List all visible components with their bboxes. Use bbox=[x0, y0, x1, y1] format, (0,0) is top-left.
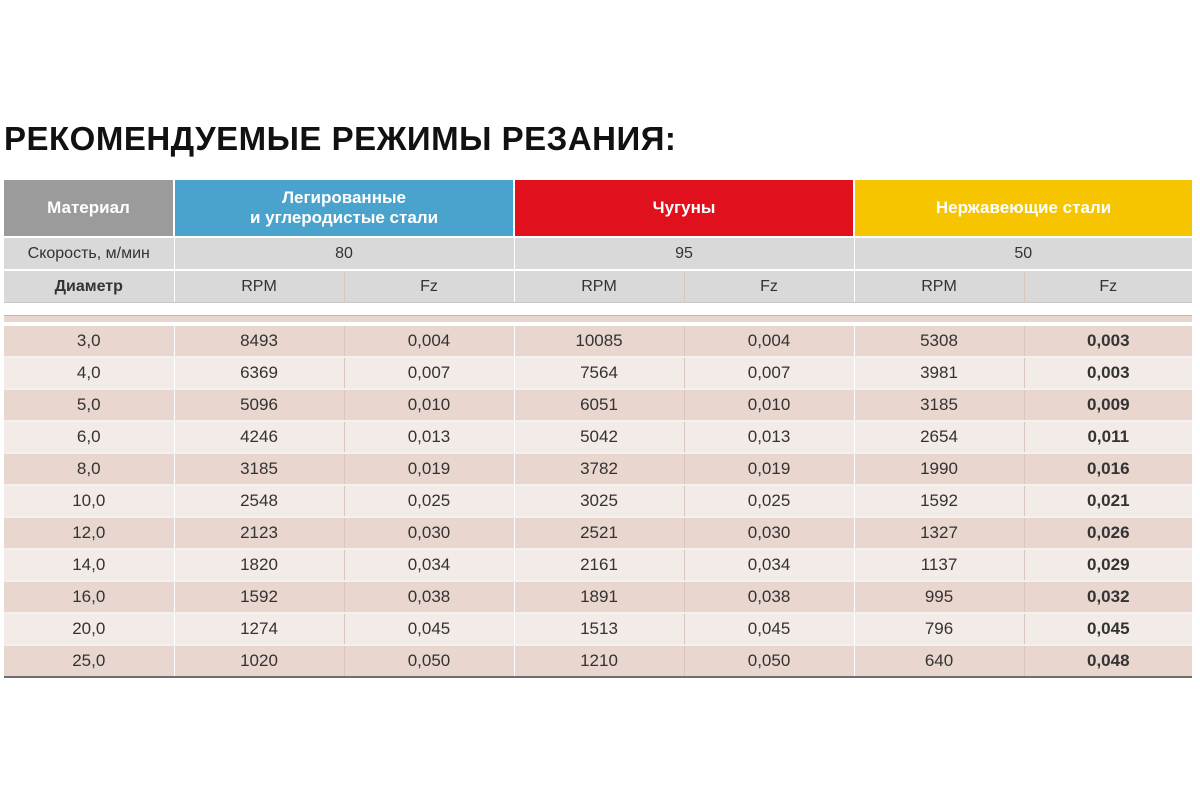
speed-alloy-steel: 80 bbox=[174, 237, 514, 270]
alloy-fz-cell: 0,013 bbox=[344, 421, 514, 453]
diameter-cell: 3,0 bbox=[4, 326, 174, 357]
stainless-rpm-cell: 2654 bbox=[854, 421, 1024, 453]
stainless-fz-cell: 0,045 bbox=[1024, 613, 1192, 645]
speed-row bbox=[4, 237, 1192, 270]
speed-cast-iron: 95 bbox=[514, 237, 854, 270]
alloy-fz-cell: 0,007 bbox=[344, 357, 514, 389]
iron-rpm-cell: 1513 bbox=[514, 613, 684, 645]
stainless-fz-cell: 0,032 bbox=[1024, 581, 1192, 613]
fz-header: Fz bbox=[344, 270, 514, 303]
material-header: Материал bbox=[4, 180, 174, 237]
alloy-fz-cell: 0,045 bbox=[344, 613, 514, 645]
alloy-rpm-cell: 1592 bbox=[174, 581, 344, 613]
table-row bbox=[4, 485, 1192, 517]
stainless-rpm-cell: 3185 bbox=[854, 389, 1024, 421]
diameter-cell: 5,0 bbox=[4, 389, 174, 421]
stainless-fz-cell: 0,011 bbox=[1024, 421, 1192, 453]
alloy-fz-cell: 0,030 bbox=[344, 517, 514, 549]
fz-header: Fz bbox=[684, 270, 854, 303]
iron-fz-cell: 0,007 bbox=[684, 357, 854, 389]
alloy-rpm-cell: 1274 bbox=[174, 613, 344, 645]
stainless-rpm-cell: 796 bbox=[854, 613, 1024, 645]
spacer-cell bbox=[4, 303, 1192, 316]
stainless-steel-header: Нержавеющие стали bbox=[854, 180, 1192, 237]
iron-rpm-cell: 5042 bbox=[514, 421, 684, 453]
alloy-rpm-cell: 1820 bbox=[174, 549, 344, 581]
alloy-steel-header-line1: Легированные bbox=[282, 188, 406, 207]
alloy-fz-cell: 0,034 bbox=[344, 549, 514, 581]
stainless-fz-cell: 0,048 bbox=[1024, 645, 1192, 677]
iron-fz-cell: 0,004 bbox=[684, 326, 854, 357]
table-row bbox=[4, 453, 1192, 485]
alloy-rpm-cell: 1020 bbox=[174, 645, 344, 677]
table-row bbox=[4, 581, 1192, 613]
table-row bbox=[4, 549, 1192, 581]
page-title: РЕКОМЕНДУЕМЫЕ РЕЖИМЫ РЕЗАНИЯ: bbox=[4, 120, 677, 157]
diameter-header: Диаметр bbox=[4, 270, 174, 303]
diameter-cell: 20,0 bbox=[4, 613, 174, 645]
diameter-cell: 8,0 bbox=[4, 453, 174, 485]
iron-fz-cell: 0,013 bbox=[684, 421, 854, 453]
iron-rpm-cell: 2161 bbox=[514, 549, 684, 581]
alloy-fz-cell: 0,025 bbox=[344, 485, 514, 517]
alloy-fz-cell: 0,010 bbox=[344, 389, 514, 421]
diameter-cell: 12,0 bbox=[4, 517, 174, 549]
subheader-row bbox=[4, 270, 1192, 303]
iron-rpm-cell: 1891 bbox=[514, 581, 684, 613]
stainless-fz-cell: 0,009 bbox=[1024, 389, 1192, 421]
alloy-rpm-cell: 4246 bbox=[174, 421, 344, 453]
diameter-cell: 10,0 bbox=[4, 485, 174, 517]
alloy-fz-cell: 0,038 bbox=[344, 581, 514, 613]
alloy-fz-cell: 0,050 bbox=[344, 645, 514, 677]
iron-rpm-cell: 1210 bbox=[514, 645, 684, 677]
alloy-rpm-cell: 8493 bbox=[174, 326, 344, 357]
alloy-steel-header bbox=[174, 180, 514, 237]
table-row bbox=[4, 326, 1192, 357]
diameter-cell: 6,0 bbox=[4, 421, 174, 453]
rpm-header: RPM bbox=[854, 270, 1024, 303]
table-row bbox=[4, 357, 1192, 389]
stainless-rpm-cell: 1137 bbox=[854, 549, 1024, 581]
table-row bbox=[4, 645, 1192, 677]
stainless-rpm-cell: 5308 bbox=[854, 326, 1024, 357]
iron-fz-cell: 0,038 bbox=[684, 581, 854, 613]
table-row bbox=[4, 613, 1192, 645]
iron-fz-cell: 0,010 bbox=[684, 389, 854, 421]
rpm-header: RPM bbox=[174, 270, 344, 303]
iron-fz-cell: 0,025 bbox=[684, 485, 854, 517]
iron-rpm-cell: 6051 bbox=[514, 389, 684, 421]
table-row bbox=[4, 421, 1192, 453]
alloy-rpm-cell: 2123 bbox=[174, 517, 344, 549]
stainless-rpm-cell: 640 bbox=[854, 645, 1024, 677]
stainless-fz-cell: 0,021 bbox=[1024, 485, 1192, 517]
cast-iron-header: Чугуны bbox=[514, 180, 854, 237]
stainless-rpm-cell: 1592 bbox=[854, 485, 1024, 517]
diameter-cell: 16,0 bbox=[4, 581, 174, 613]
speed-stainless-steel: 50 bbox=[854, 237, 1192, 270]
table-row bbox=[4, 517, 1192, 549]
alloy-rpm-cell: 5096 bbox=[174, 389, 344, 421]
stainless-fz-cell: 0,029 bbox=[1024, 549, 1192, 581]
stainless-rpm-cell: 3981 bbox=[854, 357, 1024, 389]
table-row bbox=[4, 389, 1192, 421]
iron-fz-cell: 0,045 bbox=[684, 613, 854, 645]
cutting-modes-table bbox=[4, 180, 1192, 678]
iron-rpm-cell: 10085 bbox=[514, 326, 684, 357]
alloy-rpm-cell: 6369 bbox=[174, 357, 344, 389]
stainless-fz-cell: 0,003 bbox=[1024, 326, 1192, 357]
diameter-cell: 4,0 bbox=[4, 357, 174, 389]
alloy-rpm-cell: 3185 bbox=[174, 453, 344, 485]
iron-rpm-cell: 3782 bbox=[514, 453, 684, 485]
iron-rpm-cell: 7564 bbox=[514, 357, 684, 389]
table-spacer bbox=[4, 303, 1192, 316]
stainless-rpm-cell: 995 bbox=[854, 581, 1024, 613]
rpm-header: RPM bbox=[514, 270, 684, 303]
iron-rpm-cell: 2521 bbox=[514, 517, 684, 549]
stainless-fz-cell: 0,003 bbox=[1024, 357, 1192, 389]
stainless-rpm-cell: 1990 bbox=[854, 453, 1024, 485]
header-row bbox=[4, 180, 1192, 237]
speed-label: Скорость, м/мин bbox=[4, 237, 174, 270]
alloy-fz-cell: 0,019 bbox=[344, 453, 514, 485]
fz-header: Fz bbox=[1024, 270, 1192, 303]
diameter-cell: 25,0 bbox=[4, 645, 174, 677]
iron-fz-cell: 0,019 bbox=[684, 453, 854, 485]
stainless-rpm-cell: 1327 bbox=[854, 517, 1024, 549]
iron-fz-cell: 0,034 bbox=[684, 549, 854, 581]
iron-fz-cell: 0,030 bbox=[684, 517, 854, 549]
stainless-fz-cell: 0,026 bbox=[1024, 517, 1192, 549]
alloy-fz-cell: 0,004 bbox=[344, 326, 514, 357]
iron-fz-cell: 0,050 bbox=[684, 645, 854, 677]
alloy-steel-header-line2: и углеродистые стали bbox=[249, 208, 439, 227]
iron-rpm-cell: 3025 bbox=[514, 485, 684, 517]
stainless-fz-cell: 0,016 bbox=[1024, 453, 1192, 485]
diameter-cell: 14,0 bbox=[4, 549, 174, 581]
alloy-rpm-cell: 2548 bbox=[174, 485, 344, 517]
